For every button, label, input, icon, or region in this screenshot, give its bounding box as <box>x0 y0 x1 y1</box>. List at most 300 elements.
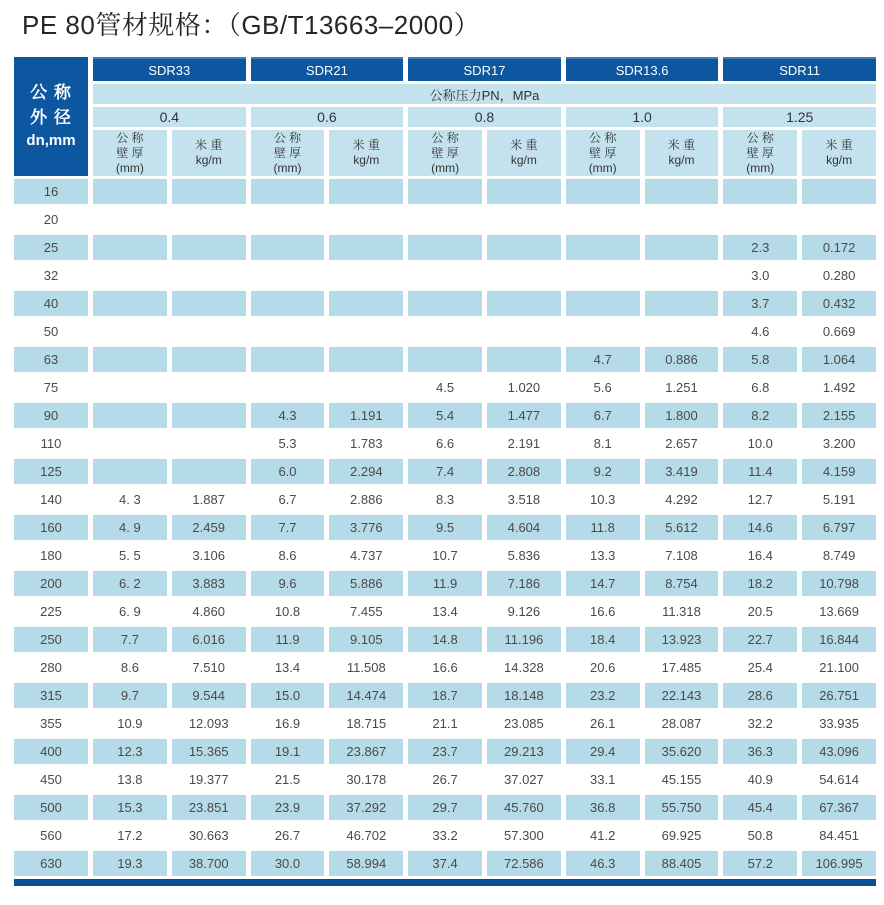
data-cell: 14.6 <box>723 515 797 540</box>
data-cell: 16.4 <box>723 543 797 568</box>
data-cell <box>172 375 246 400</box>
data-cell: 6.0 <box>251 459 325 484</box>
wall-subheader-line: (mm) <box>746 160 775 175</box>
data-cell: 15.3 <box>93 795 167 820</box>
data-cell: 3.7 <box>723 291 797 316</box>
data-cell: 9.5 <box>408 515 482 540</box>
data-cell: 3.200 <box>802 431 876 456</box>
data-cell <box>93 179 167 204</box>
data-cell: 5.191 <box>802 487 876 512</box>
data-cell: 36.3 <box>723 739 797 764</box>
data-cell: 13.923 <box>645 627 719 652</box>
wall-subheader-line: 壁 厚 <box>116 145 144 160</box>
data-cell: 13.4 <box>251 655 325 680</box>
data-cell <box>329 179 403 204</box>
data-cell: 9.105 <box>329 627 403 652</box>
pressure-value: 0.4 <box>93 107 246 127</box>
data-cell <box>408 319 482 344</box>
data-cell <box>487 319 561 344</box>
data-cell <box>329 235 403 260</box>
data-cell: 12.093 <box>172 711 246 736</box>
data-cell: 6.6 <box>408 431 482 456</box>
data-cell <box>329 291 403 316</box>
data-cell: 6.7 <box>251 487 325 512</box>
data-cell: 18.148 <box>487 683 561 708</box>
data-cell: 6.797 <box>802 515 876 540</box>
data-cell: 3.106 <box>172 543 246 568</box>
data-cell: 17.485 <box>645 655 719 680</box>
data-cell: 2.3 <box>723 235 797 260</box>
data-cell <box>93 263 167 288</box>
data-cell: 37.292 <box>329 795 403 820</box>
data-cell: 1.191 <box>329 403 403 428</box>
dn-cell: 355 <box>14 711 88 736</box>
dn-cell: 75 <box>14 375 88 400</box>
data-cell: 10.3 <box>566 487 640 512</box>
data-cell <box>566 319 640 344</box>
data-cell: 32.2 <box>723 711 797 736</box>
data-cell: 45.155 <box>645 767 719 792</box>
table-row <box>14 431 876 456</box>
data-cell: 12.3 <box>93 739 167 764</box>
data-cell: 14.8 <box>408 627 482 652</box>
data-cell: 6. 2 <box>93 571 167 596</box>
data-cell: 10.9 <box>93 711 167 736</box>
data-cell <box>487 347 561 372</box>
dn-cell: 250 <box>14 627 88 652</box>
data-cell <box>93 375 167 400</box>
wall-subheader <box>251 130 325 176</box>
dn-cell: 32 <box>14 263 88 288</box>
dn-cell: 25 <box>14 235 88 260</box>
data-cell: 50.8 <box>723 823 797 848</box>
wall-subheader-line: 壁 厚 <box>746 145 774 160</box>
data-cell: 8.6 <box>251 543 325 568</box>
dn-cell: 20 <box>14 207 88 232</box>
sdr-header-row <box>14 57 876 81</box>
data-cell: 5.3 <box>251 431 325 456</box>
data-cell <box>487 263 561 288</box>
wall-subheader <box>566 130 640 176</box>
data-cell <box>93 347 167 372</box>
data-cell <box>487 179 561 204</box>
table-row <box>14 375 876 400</box>
data-cell: 6.016 <box>172 627 246 652</box>
data-cell <box>251 291 325 316</box>
weight-subheader-line: 米 重 <box>510 138 538 152</box>
weight-subheader-line: kg/m <box>195 153 222 167</box>
dn-cell: 140 <box>14 487 88 512</box>
data-cell: 1.251 <box>645 375 719 400</box>
data-cell: 8.2 <box>723 403 797 428</box>
dn-cell: 450 <box>14 767 88 792</box>
data-cell <box>645 263 719 288</box>
data-cell: 46.3 <box>566 851 640 876</box>
data-cell <box>251 319 325 344</box>
data-cell <box>645 235 719 260</box>
data-cell: 55.750 <box>645 795 719 820</box>
data-cell: 12.7 <box>723 487 797 512</box>
wall-subheader-line: 公 称 <box>431 130 459 145</box>
data-cell: 22.7 <box>723 627 797 652</box>
dn-cell: 180 <box>14 543 88 568</box>
sdr-header: SDR13.6 <box>566 57 719 81</box>
table-row <box>14 207 876 232</box>
data-cell <box>93 431 167 456</box>
weight-subheader <box>172 130 246 176</box>
data-cell <box>251 263 325 288</box>
data-cell: 43.096 <box>802 739 876 764</box>
data-cell: 4.292 <box>645 487 719 512</box>
pressure-value: 0.8 <box>408 107 561 127</box>
data-cell: 37.027 <box>487 767 561 792</box>
data-cell: 4.6 <box>723 319 797 344</box>
table-row <box>14 291 876 316</box>
data-cell <box>408 235 482 260</box>
data-cell: 1.800 <box>645 403 719 428</box>
weight-subheader <box>645 130 719 176</box>
data-cell: 1.887 <box>172 487 246 512</box>
wall-subheader-line: (mm) <box>588 160 617 175</box>
data-cell: 4.7 <box>566 347 640 372</box>
data-cell: 3.0 <box>723 263 797 288</box>
data-cell <box>93 319 167 344</box>
data-cell: 22.143 <box>645 683 719 708</box>
data-cell: 7.455 <box>329 599 403 624</box>
data-cell: 5.4 <box>408 403 482 428</box>
weight-subheader-line: kg/m <box>826 153 853 167</box>
data-cell: 11.8 <box>566 515 640 540</box>
data-cell: 33.2 <box>408 823 482 848</box>
dn-cell: 63 <box>14 347 88 372</box>
data-cell <box>645 179 719 204</box>
data-cell: 8.1 <box>566 431 640 456</box>
data-cell: 15.0 <box>251 683 325 708</box>
data-cell: 9.6 <box>251 571 325 596</box>
dn-cell: 315 <box>14 683 88 708</box>
data-cell: 1.064 <box>802 347 876 372</box>
data-cell: 26.7 <box>408 767 482 792</box>
wall-subheader-line: 公 称 <box>589 130 617 145</box>
data-cell: 16.844 <box>802 627 876 652</box>
weight-subheader-line: 米 重 <box>825 138 853 152</box>
pipe-spec-table <box>9 54 881 879</box>
data-cell: 4. 3 <box>93 487 167 512</box>
data-cell: 2.657 <box>645 431 719 456</box>
dn-cell: 16 <box>14 179 88 204</box>
table-row <box>14 403 876 428</box>
wall-subheader <box>93 130 167 176</box>
data-cell: 7.4 <box>408 459 482 484</box>
data-cell: 29.213 <box>487 739 561 764</box>
pressure-value: 1.25 <box>723 107 876 127</box>
data-cell: 26.1 <box>566 711 640 736</box>
data-cell: 0.172 <box>802 235 876 260</box>
corner-line1: 公 称 <box>30 82 72 102</box>
data-cell: 54.614 <box>802 767 876 792</box>
data-cell: 3.883 <box>172 571 246 596</box>
data-cell: 88.405 <box>645 851 719 876</box>
data-cell: 4.860 <box>172 599 246 624</box>
data-cell <box>251 347 325 372</box>
pressure-label-row <box>14 84 876 104</box>
data-cell: 6.8 <box>723 375 797 400</box>
data-cell: 21.5 <box>251 767 325 792</box>
data-cell: 33.1 <box>566 767 640 792</box>
table-row <box>14 655 876 680</box>
data-cell: 4.604 <box>487 515 561 540</box>
data-cell: 29.4 <box>566 739 640 764</box>
data-cell <box>723 179 797 204</box>
data-cell: 69.925 <box>645 823 719 848</box>
dn-cell: 90 <box>14 403 88 428</box>
data-cell: 11.196 <box>487 627 561 652</box>
data-cell: 9.7 <box>93 683 167 708</box>
data-cell: 45.760 <box>487 795 561 820</box>
wall-subheader-line: 公 称 <box>746 130 774 145</box>
data-cell: 2.808 <box>487 459 561 484</box>
data-cell: 5.836 <box>487 543 561 568</box>
pressure-label: 公称压力PN，MPa <box>93 84 876 104</box>
data-cell: 23.867 <box>329 739 403 764</box>
data-cell <box>487 207 561 232</box>
data-cell: 4.159 <box>802 459 876 484</box>
pressure-value: 0.6 <box>251 107 404 127</box>
data-cell: 8.749 <box>802 543 876 568</box>
data-cell: 23.085 <box>487 711 561 736</box>
data-cell: 36.8 <box>566 795 640 820</box>
data-cell: 6. 9 <box>93 599 167 624</box>
data-cell <box>172 459 246 484</box>
table-row <box>14 319 876 344</box>
data-cell: 67.367 <box>802 795 876 820</box>
sdr-header: SDR11 <box>723 57 876 81</box>
data-cell <box>645 291 719 316</box>
data-cell: 28.087 <box>645 711 719 736</box>
data-cell: 15.365 <box>172 739 246 764</box>
wall-subheader-line: 壁 厚 <box>431 145 459 160</box>
data-cell: 9.2 <box>566 459 640 484</box>
data-cell: 17.2 <box>93 823 167 848</box>
data-cell <box>251 207 325 232</box>
data-cell: 10.7 <box>408 543 482 568</box>
data-cell: 2.155 <box>802 403 876 428</box>
data-cell: 26.7 <box>251 823 325 848</box>
wall-subheader <box>723 130 797 176</box>
data-cell <box>172 291 246 316</box>
data-cell <box>487 291 561 316</box>
data-cell: 30.663 <box>172 823 246 848</box>
data-cell <box>566 263 640 288</box>
table-body <box>14 179 876 876</box>
data-cell: 37.4 <box>408 851 482 876</box>
data-cell <box>408 263 482 288</box>
data-cell: 2.886 <box>329 487 403 512</box>
data-cell <box>172 319 246 344</box>
dn-cell: 630 <box>14 851 88 876</box>
weight-subheader-line: kg/m <box>353 153 380 167</box>
table-row <box>14 599 876 624</box>
data-cell: 57.2 <box>723 851 797 876</box>
data-cell: 11.318 <box>645 599 719 624</box>
table-row <box>14 487 876 512</box>
data-cell: 5.612 <box>645 515 719 540</box>
data-cell <box>251 375 325 400</box>
data-cell <box>93 207 167 232</box>
data-cell <box>172 347 246 372</box>
data-cell: 3.776 <box>329 515 403 540</box>
sdr-header: SDR21 <box>251 57 404 81</box>
data-cell: 5. 5 <box>93 543 167 568</box>
data-cell: 8.754 <box>645 571 719 596</box>
data-cell: 29.7 <box>408 795 482 820</box>
data-cell <box>802 207 876 232</box>
data-cell: 46.702 <box>329 823 403 848</box>
data-cell: 25.4 <box>723 655 797 680</box>
table-row <box>14 739 876 764</box>
data-cell: 2.459 <box>172 515 246 540</box>
data-cell: 1.477 <box>487 403 561 428</box>
data-cell: 16.6 <box>566 599 640 624</box>
table-row <box>14 235 876 260</box>
data-cell <box>329 375 403 400</box>
dn-cell: 400 <box>14 739 88 764</box>
weight-subheader <box>802 130 876 176</box>
table-row <box>14 795 876 820</box>
corner-header <box>14 57 88 176</box>
data-cell: 7.510 <box>172 655 246 680</box>
data-cell <box>408 207 482 232</box>
data-cell: 11.508 <box>329 655 403 680</box>
weight-subheader-line: 米 重 <box>667 138 696 152</box>
corner-line3: dn,mm <box>26 132 76 150</box>
data-cell: 4.3 <box>251 403 325 428</box>
data-cell <box>802 179 876 204</box>
data-cell: 38.700 <box>172 851 246 876</box>
data-cell <box>408 179 482 204</box>
data-cell: 13.4 <box>408 599 482 624</box>
data-cell: 19.377 <box>172 767 246 792</box>
data-cell: 8.3 <box>408 487 482 512</box>
data-cell: 5.8 <box>723 347 797 372</box>
weight-subheader-line: 米 重 <box>352 138 380 152</box>
data-cell: 20.5 <box>723 599 797 624</box>
data-cell: 13.669 <box>802 599 876 624</box>
wall-subheader-line: 公 称 <box>116 130 144 145</box>
data-cell: 21.1 <box>408 711 482 736</box>
data-cell: 2.294 <box>329 459 403 484</box>
data-cell <box>566 291 640 316</box>
data-cell: 10.798 <box>802 571 876 596</box>
dn-cell: 500 <box>14 795 88 820</box>
data-cell <box>172 179 246 204</box>
data-cell: 8.6 <box>93 655 167 680</box>
data-cell: 18.7 <box>408 683 482 708</box>
data-cell: 33.935 <box>802 711 876 736</box>
data-cell: 45.4 <box>723 795 797 820</box>
table-row <box>14 627 876 652</box>
data-cell: 11.9 <box>251 627 325 652</box>
dn-cell: 125 <box>14 459 88 484</box>
data-cell: 19.3 <box>93 851 167 876</box>
data-cell: 23.7 <box>408 739 482 764</box>
table-row <box>14 459 876 484</box>
data-cell: 4.737 <box>329 543 403 568</box>
table-row <box>14 767 876 792</box>
table-row <box>14 347 876 372</box>
data-cell: 58.994 <box>329 851 403 876</box>
data-cell: 0.886 <box>645 347 719 372</box>
data-cell <box>172 431 246 456</box>
data-cell: 4.5 <box>408 375 482 400</box>
data-cell <box>329 263 403 288</box>
data-cell: 30.0 <box>251 851 325 876</box>
wall-subheader-line: 壁 厚 <box>589 145 617 160</box>
data-cell: 57.300 <box>487 823 561 848</box>
data-cell: 4. 9 <box>93 515 167 540</box>
data-cell: 13.3 <box>566 543 640 568</box>
pressure-value-row <box>14 107 876 127</box>
wall-subheader-line: (mm) <box>431 160 460 175</box>
data-cell: 30.178 <box>329 767 403 792</box>
data-cell: 1.020 <box>487 375 561 400</box>
data-cell <box>645 319 719 344</box>
table-row <box>14 263 876 288</box>
data-cell <box>251 235 325 260</box>
wall-subheader-line: 壁 厚 <box>273 145 302 160</box>
weight-subheader-line: 米 重 <box>195 138 223 152</box>
weight-subheader-line: kg/m <box>510 153 537 167</box>
data-cell <box>172 207 246 232</box>
dn-cell: 160 <box>14 515 88 540</box>
dn-cell: 560 <box>14 823 88 848</box>
data-cell: 0.280 <box>802 263 876 288</box>
data-cell: 11.9 <box>408 571 482 596</box>
data-cell: 11.4 <box>723 459 797 484</box>
table-row <box>14 179 876 204</box>
data-cell <box>566 179 640 204</box>
dn-cell: 50 <box>14 319 88 344</box>
data-cell <box>93 403 167 428</box>
data-cell: 21.100 <box>802 655 876 680</box>
wall-subheader-line: (mm) <box>273 160 302 175</box>
wall-subheader <box>408 130 482 176</box>
data-cell: 18.715 <box>329 711 403 736</box>
pressure-value: 1.0 <box>566 107 719 127</box>
weight-subheader-line: kg/m <box>668 153 695 167</box>
corner-line2: 外 径 <box>30 107 72 127</box>
dn-cell: 225 <box>14 599 88 624</box>
data-cell: 23.2 <box>566 683 640 708</box>
sdr-header: SDR33 <box>93 57 246 81</box>
wall-subheader-line: 公 称 <box>273 130 302 145</box>
data-cell: 20.6 <box>566 655 640 680</box>
dn-cell: 200 <box>14 571 88 596</box>
data-cell <box>329 207 403 232</box>
data-cell: 40.9 <box>723 767 797 792</box>
dn-cell: 40 <box>14 291 88 316</box>
weight-subheader <box>329 130 403 176</box>
data-cell <box>408 347 482 372</box>
data-cell: 23.851 <box>172 795 246 820</box>
data-cell <box>172 235 246 260</box>
bottom-bar <box>14 879 876 886</box>
data-cell: 7.108 <box>645 543 719 568</box>
data-cell: 5.886 <box>329 571 403 596</box>
data-cell <box>93 291 167 316</box>
data-cell <box>329 347 403 372</box>
data-cell: 13.8 <box>93 767 167 792</box>
